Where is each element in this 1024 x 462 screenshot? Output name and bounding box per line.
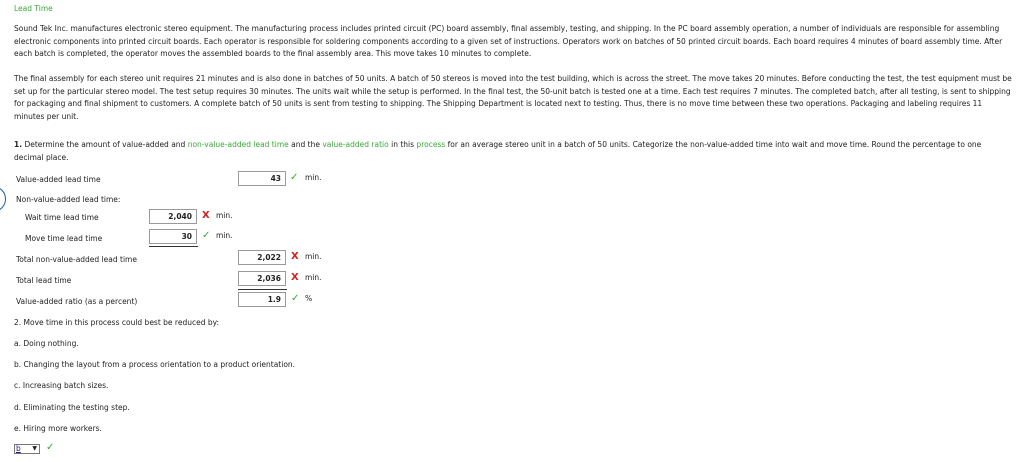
option-b: b. Changing the layout from a process orientation to a product orientation.: [14, 360, 296, 369]
value-added-ratio-label: Value-added ratio (as a percent): [16, 297, 138, 306]
option-c: c. Increasing batch sizes.: [14, 381, 109, 390]
question-1-text-a: Determine the amount of value-added and: [24, 140, 186, 149]
total-rule: [238, 289, 287, 290]
question-1-number: 1.: [14, 140, 23, 149]
move-time-label: Move time lead time: [25, 234, 103, 243]
total-non-value-added-label: Total non-value-added lead time: [16, 255, 137, 264]
move-time-unit: min.: [216, 231, 233, 240]
wait-time-input[interactable]: 2,040: [149, 209, 197, 224]
move-time-input[interactable]: 30: [149, 229, 197, 244]
question-1-text-d: for an average stereo unit in a batch of 50 units. Categorize the non-value-added time into wait and move time. Round the percentage to one decimal place.: [14, 140, 982, 162]
wait-time-label: Wait time lead time: [25, 213, 99, 222]
total-lead-time-input[interactable]: 2,036: [238, 271, 286, 286]
x-mark-icon: X: [291, 251, 299, 262]
check-icon: ✓: [202, 230, 211, 241]
answer-select[interactable]: [14, 444, 40, 454]
non-value-added-heading: Non-value-added lead time:: [16, 195, 121, 204]
question-1-text-b: and the: [291, 140, 320, 149]
answer-select-value: b: [16, 444, 21, 453]
value-added-label: Value-added lead time: [16, 175, 101, 184]
check-icon: ✓: [290, 172, 299, 183]
option-a: a. Doing nothing.: [14, 339, 79, 348]
problem-paragraph-1: Sound Tek Inc. manufactures electronic stereo equipment. The manufacturing process includes printed circuit (PC) board assembly, final assembly, testing, and shipping. In the PC board assembly operation, a number of individuals are responsible for assembling electronic components into printed circuit boards. Each operator is responsible for soldering components according to a given set of instructions. Operators work on batches of 50 printed circuit boards. Each board requires 4 minutes of board assembly time. After each batch is completed, the operator moves the assembled boards to the final assembly area. This move takes 10 minutes to complete.: [14, 24, 1003, 58]
total-lead-time-unit: min.: [305, 273, 322, 282]
option-d: d. Eliminating the testing step.: [14, 403, 130, 412]
problem-paragraph-2: The final assembly for each stereo unit requires 21 minutes and is also done in batches of 50 units. A batch of 50 stereos is moved into the test building, which is across the street. The move takes 20 minutes. Before conducting the test, the test equipment must be set up for the particular stereo model. The test setup requires 30 minutes. The units wait while the setup is performed. In the final test, the 50-unit batch is tested one at a time. Each test requires 7 minutes. The completed batch, after all testing, is sent to shipping for packaging and final shipment to customers. A complete batch of 50 units is sent from testing to shipping. The Shipping Department is located next to testing. Thus, there is no move time between these two operations. Packaging and labeling requires 11 minutes per unit.: [14, 74, 1012, 121]
check-icon: ✓: [291, 293, 300, 304]
value-added-unit: min.: [305, 173, 322, 182]
chevron-down-icon: ▼: [32, 445, 37, 452]
x-mark-icon: X: [202, 210, 210, 221]
total-non-value-added-input[interactable]: 2,022: [238, 250, 286, 265]
subtotal-rule: [149, 246, 198, 247]
total-non-value-added-unit: min.: [305, 252, 322, 261]
x-mark-icon: X: [291, 272, 299, 283]
value-added-ratio-input[interactable]: 1.9: [238, 292, 286, 307]
total-lead-time-label: Total lead time: [16, 276, 72, 285]
link-process[interactable]: process: [416, 140, 446, 149]
question-2: 2. Move time in this process could best be reduced by:: [14, 318, 220, 327]
question-1: [14, 138, 1004, 164]
focus-indicator: [0, 186, 6, 212]
wait-time-unit: min.: [216, 211, 233, 220]
link-value-added-ratio[interactable]: value-added ratio: [322, 140, 389, 149]
link-non-value-added-lead-time[interactable]: non-value-added lead time: [187, 140, 289, 149]
question-1-text-c: in this: [391, 140, 415, 149]
value-added-input[interactable]: 43: [238, 171, 286, 186]
value-added-ratio-unit: %: [305, 294, 313, 303]
page-title: Lead Time: [14, 4, 53, 13]
option-e: e. Hiring more workers.: [14, 424, 102, 433]
check-icon: ✓: [46, 442, 55, 453]
